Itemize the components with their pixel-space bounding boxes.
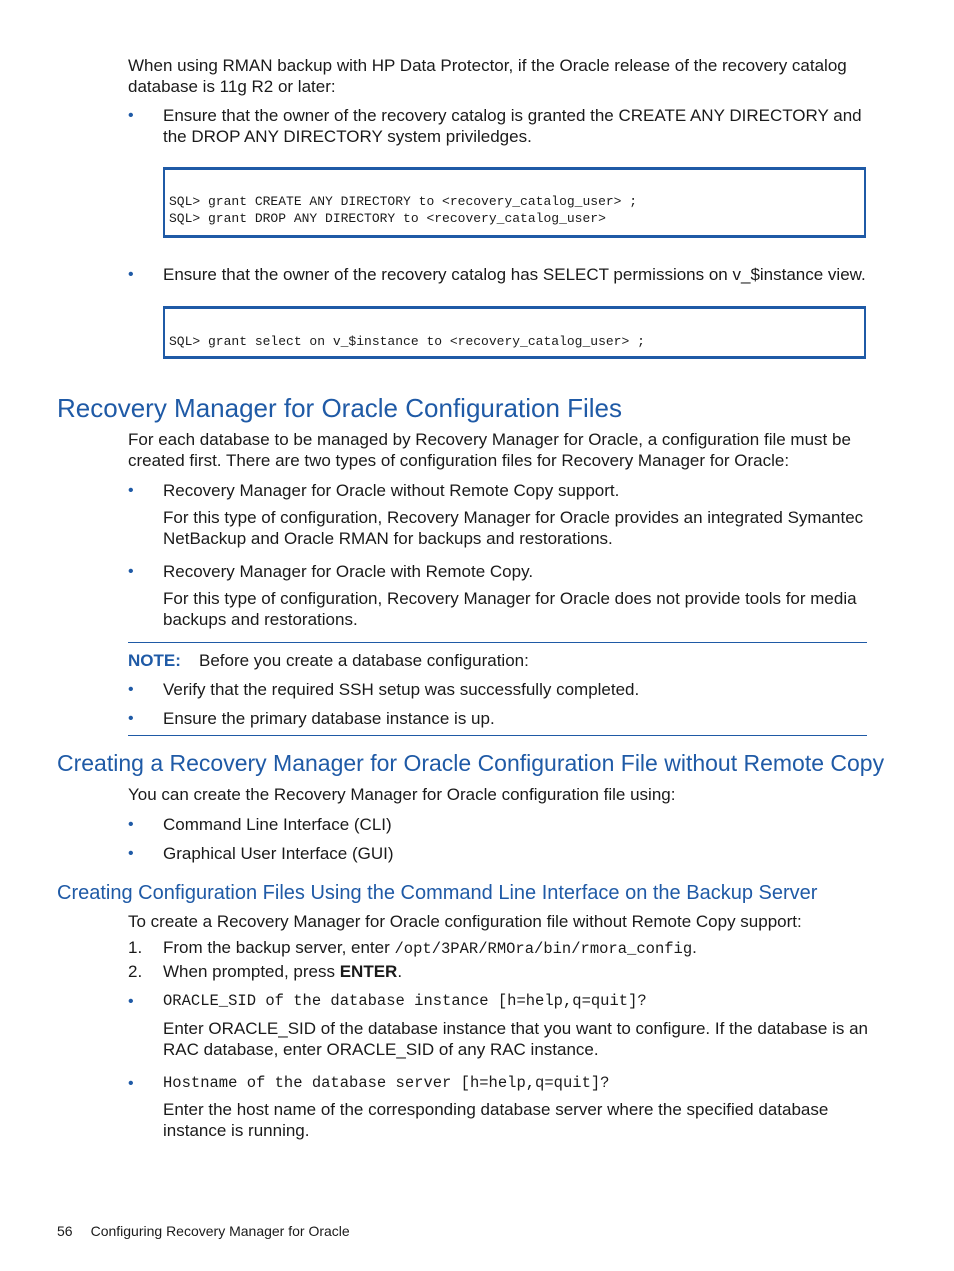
section1-paragraph: For each database to be managed by Recovery Manager for Oracle, a configuration file must be created first. There are two types of configuration files for Recovery Manager for Oracle: [128, 430, 851, 470]
config-type-with-remote-copy: Recovery Manager for Oracle with Remote Copy. [163, 562, 534, 581]
note-top-rule [128, 642, 867, 643]
config-type-with-remote-copy-desc: For this type of configuration, Recovery Manager for Oracle does not provide tools for media backups and restorations. [163, 589, 857, 629]
bullet-icon: • [128, 681, 134, 698]
page-footer [57, 1222, 350, 1240]
config-type-without-remote-copy: Recovery Manager for Oracle without Remote Copy support. [163, 481, 620, 500]
bullet-icon: • [128, 710, 134, 727]
section3-paragraph: To create a Recovery Manager for Oracle configuration file without Remote Copy support: [128, 912, 802, 931]
chapter-title: Configuring Recovery Manager for Oracle [90, 1223, 350, 1239]
bullet-icon: • [128, 563, 134, 580]
command-path: /opt/3PAR/RMOra/bin/rmora_config [394, 940, 693, 958]
note-bullet-ssh: Verify that the required SSH setup was successfully completed. [163, 680, 640, 699]
code-block-grant-directory [163, 167, 866, 238]
code-line: SQL> grant CREATE ANY DIRECTORY to <recovery_catalog_user> ; [169, 194, 638, 209]
method-cli: Command Line Interface (CLI) [163, 815, 392, 834]
method-gui: Graphical User Interface (GUI) [163, 844, 394, 863]
intro-paragraph: When using RMAN backup with HP Data Protector, if the Oracle release of the recovery catalog database is 11g R2 or later: [128, 56, 847, 96]
enter-key: ENTER [339, 962, 398, 981]
section-heading-config-files: Recovery Manager for Oracle Configuration Files [57, 393, 623, 423]
section-heading-cli-backup-server: Creating Configuration Files Using the Command Line Interface on the Backup Server [57, 882, 818, 904]
prompt-hostname: Hostname of the database server [h=help,q=quit]? [163, 1074, 610, 1092]
section2-paragraph: You can create the Recovery Manager for Oracle configuration file using: [128, 785, 676, 804]
intro-bullet-select-permission: Ensure that the owner of the recovery catalog has SELECT permissions on v_$instance view. [163, 265, 866, 284]
bullet-icon: • [128, 1075, 134, 1092]
code-line: SQL> grant select on v_$instance to <recovery_catalog_user> ; [169, 334, 645, 349]
prompt-oracle-sid: ORACLE_SID of the database instance [h=help,q=quit]? [163, 992, 647, 1010]
intro-bullet-directory-privileges: Ensure that the owner of the recovery catalog is granted the CREATE ANY DIRECTORY and the DROP ANY DIRECTORY system priviledges. [163, 106, 862, 146]
page-number: 56 [57, 1223, 73, 1239]
bullet-icon: • [128, 107, 134, 124]
note-bottom-rule [128, 735, 867, 736]
code-line: SQL> grant DROP ANY DIRECTORY to <recovery_catalog_user> [169, 211, 606, 226]
step-number: 2. [128, 962, 143, 981]
note-label: NOTE: [128, 651, 181, 670]
step-2: When prompted, press ENTER. [163, 962, 403, 981]
config-type-without-remote-copy-desc: For this type of configuration, Recovery Manager for Oracle provides an integrated Symantec NetBackup and Oracle RMAN for backups and restorations. [163, 508, 864, 548]
prompt-hostname-desc: Enter the host name of the corresponding database server where the specified database instance is running. [163, 1100, 829, 1140]
step-1: From the backup server, enter /opt/3PAR/RMOra/bin/rmora_config. [163, 938, 697, 958]
section-heading-without-remote-copy: Creating a Recovery Manager for Oracle Configuration File without Remote Copy [57, 750, 885, 776]
bullet-icon: • [128, 816, 134, 833]
note-text: Before you create a database configuration: [199, 651, 529, 670]
bullet-icon: • [128, 845, 134, 862]
note-bullet-instance-up: Ensure the primary database instance is up. [163, 709, 495, 728]
bullet-icon: • [128, 993, 134, 1010]
step-number: 1. [128, 938, 143, 957]
prompt-oracle-sid-desc: Enter ORACLE_SID of the database instance that you want to configure. If the database is an RAC database, enter ORACLE_SID of any RAC instance. [163, 1019, 868, 1059]
bullet-icon: • [128, 266, 134, 283]
bullet-icon: • [128, 482, 134, 499]
code-block-grant-select [163, 306, 866, 359]
